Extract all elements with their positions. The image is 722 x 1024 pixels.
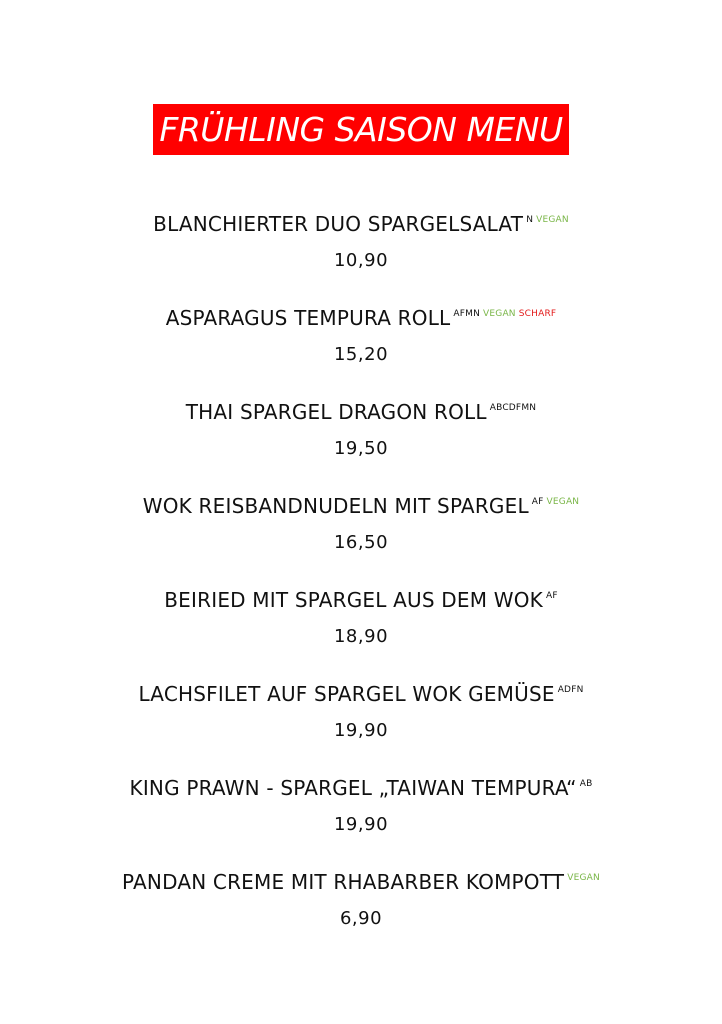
item-tags — [546, 591, 558, 601]
spicy-label: SCHARF — [518, 309, 557, 319]
item-name: THAI SPARGEL DRAGON ROLL $^{ABCDFMN}$ — [185, 400, 537, 424]
menu-list — [0, 210, 722, 962]
allergen-codes: ABCDFMN — [489, 403, 537, 413]
menu-item — [0, 774, 722, 868]
vegan-label: VEGAN — [567, 873, 600, 883]
menu-item — [0, 586, 722, 680]
item-price: 19,90 — [333, 720, 389, 741]
item-tags — [580, 779, 593, 789]
menu-title: FRÜHLING SAISON MENU — [153, 104, 568, 155]
allergen-codes: AFMN — [453, 309, 481, 319]
item-price: 19,50 — [333, 438, 389, 459]
menu-item — [0, 304, 722, 398]
item-tags — [453, 309, 556, 319]
item-price: 16,50 — [333, 532, 389, 553]
menu-item — [0, 398, 722, 492]
allergen-codes: AF — [546, 591, 558, 601]
item-tags — [490, 403, 536, 413]
allergen-codes: N — [526, 215, 534, 225]
allergen-codes: ADFN — [557, 685, 584, 695]
item-name: LACHSFILET AUF SPARGEL WOK GEMÜSE $^{ADFN}$ — [138, 682, 584, 706]
menu-item — [0, 492, 722, 586]
vegan-label: VEGAN — [536, 215, 569, 225]
item-price: 10,90 — [333, 250, 389, 271]
item-name: BEIRIED MIT SPARGEL AUS DEM WOK $^{AF}$ — [164, 588, 558, 612]
allergen-codes: AF — [531, 497, 544, 507]
item-name: PANDAN CREME MIT RHABARBER KOMPOTT $^{VEGAN}$ — [122, 870, 600, 894]
menu-item — [0, 210, 722, 304]
item-price: 6,90 — [339, 908, 383, 929]
item-price: 19,90 — [333, 814, 389, 835]
allergen-codes: AB — [579, 779, 593, 789]
item-name: BLANCHIERTER DUO SPARGELSALAT $^{N VEGAN}$ — [153, 212, 569, 236]
vegan-label: VEGAN — [483, 309, 516, 319]
menu-item — [0, 680, 722, 774]
menu-item — [0, 868, 722, 962]
vegan-label: VEGAN — [546, 497, 580, 507]
item-name: KING PRAWN - SPARGEL „TAIWAN TEMPURA“ $^{AB}$ — [129, 776, 593, 800]
item-tags — [532, 497, 579, 507]
item-price: 15,20 — [333, 344, 389, 365]
item-price: 18,90 — [333, 626, 389, 647]
item-name: WOK REISBANDNUDELN MIT SPARGEL $^{AF VEGAN}$ — [142, 494, 580, 518]
item-name: ASPARAGUS TEMPURA ROLL $^{AFMN VEGAN SCHARF}$ — [165, 306, 557, 330]
title-banner — [0, 104, 722, 155]
item-tags — [567, 873, 600, 883]
item-tags — [558, 685, 584, 695]
item-tags — [526, 215, 569, 225]
